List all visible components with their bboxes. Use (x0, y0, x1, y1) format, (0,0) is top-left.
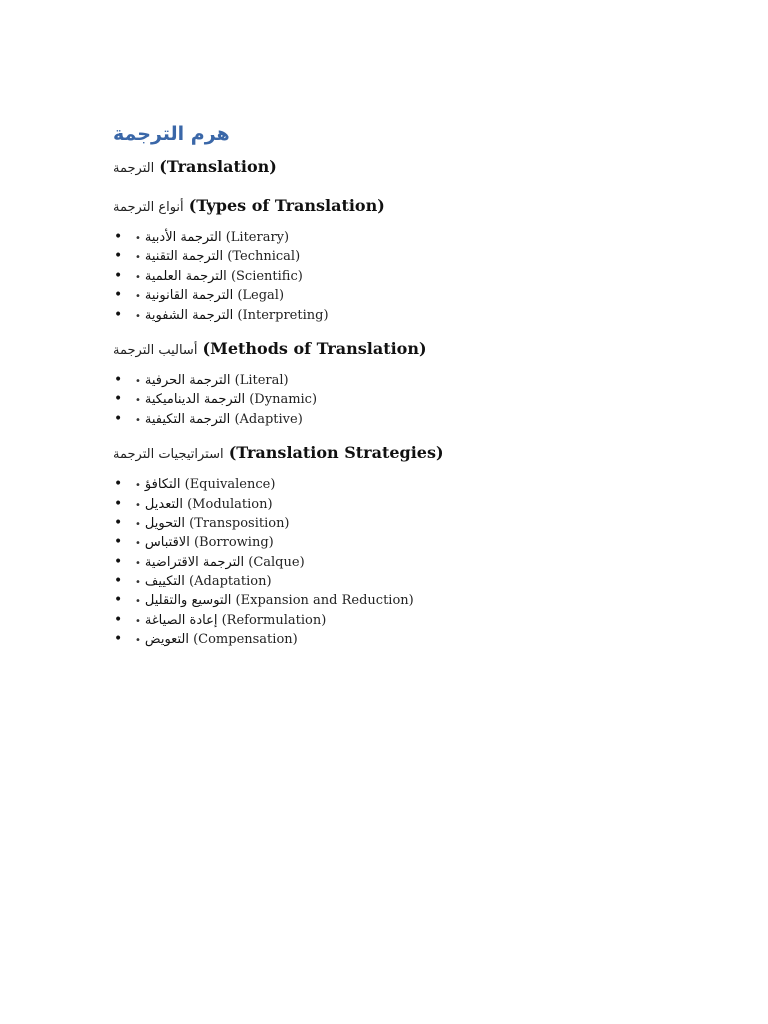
list-item: • • التكافؤ (Equivalence) (113, 475, 673, 494)
section-heading-types (113, 194, 673, 220)
translation-heading-ar: الترجمة (113, 161, 155, 176)
translation-heading (113, 156, 673, 180)
list-item: • • الترجمة الاقتراضية (Calque) (113, 553, 673, 572)
dot-icon: • (135, 577, 141, 589)
bullet-icon: • (114, 410, 123, 427)
section-heading-methods (113, 337, 673, 363)
bullet-icon: • (114, 248, 123, 265)
bullet-icon: • (114, 631, 123, 648)
document-title: هرم الترجمة (113, 123, 230, 145)
list-item: • • الترجمة العلمية (Scientific) (113, 267, 673, 286)
bullet-icon: • (114, 534, 123, 551)
list-item: • • الترجمة القانونية (Legal) (113, 286, 673, 305)
list-item: • • التحويل (Transposition) (113, 514, 673, 533)
bullet-icon: • (114, 306, 123, 323)
bullet-icon: • (114, 573, 123, 590)
dot-icon: • (135, 635, 141, 647)
bullet-icon: • (114, 391, 123, 408)
bullet-icon: • (114, 371, 123, 388)
list-item: • • التوسيع والتقليل (Expansion and Reduction) (113, 591, 673, 610)
section-heading-ar: أساليب الترجمة (113, 342, 198, 358)
list-item: • • التكييف (Adaptation) (113, 572, 673, 591)
dot-icon: • (135, 310, 141, 322)
bullet-icon: • (114, 287, 123, 304)
bullet-icon: • (114, 495, 123, 512)
section-heading-en: (Types of Translation) (188, 196, 385, 215)
bullet-icon: • (114, 476, 123, 493)
bullet-icon: • (114, 514, 123, 531)
list-item: • • الترجمة التقنية (Technical) (113, 247, 673, 266)
dot-icon: • (135, 538, 141, 550)
list-item: • • الاقتباس (Borrowing) (113, 533, 673, 552)
dot-icon: • (135, 271, 141, 283)
section-heading-en: (Translation Strategies) (228, 443, 444, 463)
list-item: • • الترجمة الشفوية (Interpreting) (113, 306, 673, 325)
methods-list (113, 371, 673, 429)
bullet-icon: • (114, 553, 123, 570)
bullet-icon: • (114, 229, 123, 245)
dot-icon: • (135, 615, 141, 627)
section-heading-ar: أنواع الترجمة (113, 200, 184, 215)
dot-icon: • (135, 414, 141, 426)
list-item: • • الترجمة الأدبية (Literary) (113, 228, 673, 247)
document-page (113, 118, 673, 662)
bullet-icon: • (114, 267, 123, 284)
list-item: • • إعادة الصياغة (Reformulation) (113, 611, 673, 630)
dot-icon: • (135, 480, 141, 492)
dot-icon: • (135, 395, 141, 407)
bullet-icon: • (114, 592, 123, 609)
section-heading-strategies (113, 441, 673, 467)
dot-icon: • (135, 252, 141, 264)
list-item: • • الترجمة الديناميكية (Dynamic) (113, 390, 673, 409)
dot-icon: • (135, 375, 141, 387)
list-item: • • الترجمة التكيفية (Adaptive) (113, 410, 673, 429)
dot-icon: • (135, 518, 141, 530)
dot-icon: • (135, 291, 141, 303)
list-item: • • الترجمة الحرفية (Literal) (113, 371, 673, 390)
bullet-icon: • (114, 611, 123, 628)
dot-icon: • (135, 557, 141, 569)
strategies-list (113, 475, 673, 650)
types-list (113, 228, 673, 325)
list-item: • • التعويض (Compensation) (113, 630, 673, 649)
translation-heading-en: (Translation) (159, 157, 277, 176)
dot-icon: • (135, 233, 141, 244)
section-heading-en: (Methods of Translation) (202, 338, 427, 358)
dot-icon: • (135, 596, 141, 608)
list-item: • • التعديل (Modulation) (113, 495, 673, 514)
dot-icon: • (135, 499, 141, 511)
section-heading-ar: استراتيجيات الترجمة (113, 447, 224, 463)
